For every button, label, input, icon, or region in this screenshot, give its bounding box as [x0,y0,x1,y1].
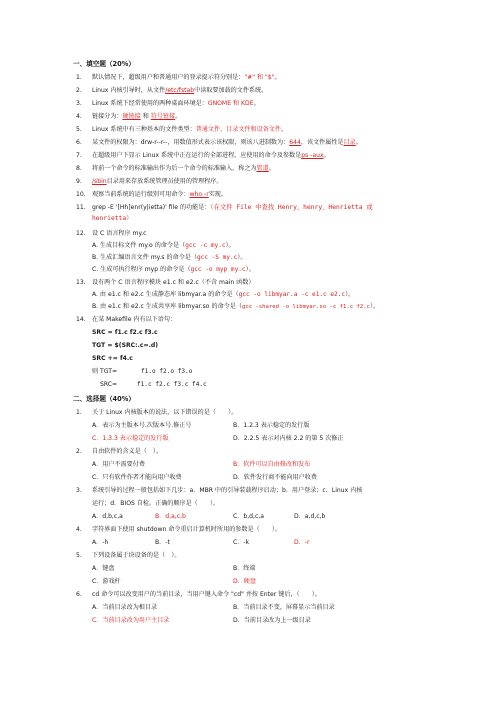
answer: f1.o f2.o f3.o [141,368,193,375]
answer: GNOME 和 KDE [207,100,254,107]
answer: （在文件 File 中查找 Henry、henry、Henrietta 或 [210,204,373,211]
makefile-line: TGT = $(SRC:.c=.d) [92,342,159,349]
answer: ps -aux [301,152,324,159]
option-12c: C. 生成可执行程序 myp 的命令是（gcc -o myp my.c）。 [92,266,255,273]
answer: 644 [289,139,301,146]
answer: gcc -o libmyar.a -c e1.c e2.c [238,291,346,298]
answer: 管道 [256,165,269,172]
answer: gcc -o myp my.c [190,266,246,273]
correct-option: B．软件可以自由修改和发布 [233,461,311,468]
answer: 普通文件、目录文件和设备文件 [195,126,281,133]
answer: f1.c f2.c f3.c f4.c [137,381,207,388]
section-1-title: 一、填空题（20%） [73,60,135,68]
makefile-result-src: SRC= f1.c f2.c f3.c f4.c [100,381,207,388]
correct-option: C．1.3.3 表示稳定的发行版 [92,435,169,442]
option-13b: B. 由 e1.c 和 e2.c 生成共享库 libmyar.so 的命令是（gcc -shared -o libmyar.so -c f1.c f2.c）。 [92,303,380,310]
option-12b: B. 生成汇编语言文件 my.s 的命令是（gcc -S my.c）。 [92,254,247,261]
correct-option: D．-r [294,539,310,546]
answer-continued: henrietta） [92,215,133,222]
section-2-title: 二、选择题（40%） [73,395,135,403]
correct-option: B．d,a,c,b [155,513,186,520]
answer: gcc -S my.c [196,254,238,261]
option-13a: A. 由 e1.c 和 e2.c 生成静态库 libmyar.a 的命令是（gcc -o libmyar.a -c e1.c e2.c）。 [92,291,355,298]
document-page: 一、填空题（20%） 1. 默认情况下，超级用户和普通用户的登录提示符分别是："#" 和 "$"。 2. Linux 内核引导时，从文件/etc/fstab中读取要加载的文件系统。 3. Linux 系统下经常使用的两种桌面环境是：GNOME 和 KDE。 4. 链接分为：硬链接 和 符号链接。 5. Linux 系统中有三种基本的文件类型：普通文件、目录文件和设备文件。 6. 某文件的权限为：drw-r--r--，用数值形式表示该权限，则该八进制数为：644，该文件属性是目录。 7. 在超级用户下显示 Linux 系统中正在运行的全部进程，应使用的命令及参数是ps -aux。 8. 将前一个命令的标准输出作为后一个命令的标准输入，称之为管道。 9. /sbin目录用来存放系统管理员使用的管理程序。 10. 观察当前系统的运行级别可用命令：who -r实现。 11. grep -E '[Hh]enr(y|ietta)' file 的功能是：（在文件 File 中查找 Henry、henry、Henrietta 或 henrietta） 12. 设 C 语言程序 my.c A. 生成目标文件 my.o 的命令是（gcc -c my.c）。 B. 生成汇编语言文件 my.s 的命令是（gcc -S my.c）。 C. 生成可执行程序 myp 的命令是（gcc -o myp my.c）。 13. 设有两个 C 语言程序模块 e1.c 和 e2.c（不含 main 函数） A. 由 e1.c 和 e2.c 生成静态库 libmyar.a 的命令是（gcc -o libmyar.a -c e1.c e2.c）。 B. 由 e1.c 和 e2.c 生成共享库 libmyar.so 的命令是（gcc -shared -o libmyar.so -c f1.c f2.c）。 14. 在某 Makefile 内有以下语句： SRC = f1.c f2.c f3.c TGT = $(SRC:.c=.d) SRC += f4.c 则 TGT= f1.o f2.o f3.o SRC= f1.c f2.c f3.c f4.c 二、选择题（40%） 1. 关于 Linux 内核版本的说法，以下错误的是（ ）。 A．表示为主版本号.次版本号.修正号 B．1.2.3 表示稳定的发行版 C．1.3.3 表示稳定的发行版 D．2.2.5 表示对内核 2.2 的第 5 次修正 2. 自由软件的含义是（ ）。 A．用户不需要付费 B．软件可以自由修改和发布 C．只有软件作者才能向用户收费 D．软件发行商不能向用户收费 3. 系统引导的过程一般包括如下几步：a．MBR 中的引导装载程序启动；b．用户登录；c．Linux 内核 运行；d．BIOS 自检。正确的顺序是（ ）。 A．d,b,c,a B．d,a,c,b C．b,d,c,a D．a,d,c,b 4. 字符界面下使用 shutdown 命令重启计算机时所用的参数是（ ）。 A．-h B．-t C．-k D．-r 5. 下列设备属于块设备的是（ ）。 A．键盘 B．终端 C．游戏杆 D．硬盘 6. cd 命令可以改变用户的当前目录，当用户键入命令 "cd" 并按 Enter 键后，（ ）。 A．当前目录改为根目录 B．当前目录不变，屏幕显示当前目录 C．当前目录改为用户主目录 D．当前目录改为上一级目录 [73,60,380,624]
makefile-line: SRC += f4.c [92,355,133,362]
answer: "#" 和 "$" [244,74,275,81]
makefile-result-tgt: 则 TGT= f1.o f2.o f3.o [92,368,193,375]
option-12a: A. 生成目标文件 my.o 的命令是（gcc -c my.c）。 [92,242,235,249]
answer: gcc -shared -o libmyar.so -c f1.c f2.c [241,304,370,310]
answer: /etc/fstab [165,87,195,94]
answer: 目录 [343,139,356,146]
answer: 硬链接 [122,113,141,120]
makefile-line: SRC = f1.c f2.c f3.c [92,329,158,336]
answer: 符号链接 [150,113,176,120]
answer: gcc -c my.c [185,242,226,249]
correct-option: D．硬盘 [233,578,256,585]
answer: who -r [189,191,209,198]
choice-question-3-cont: 运行；d．BIOS 自检。正确的顺序是（ ）。 [92,500,220,507]
answer: /sbin [92,178,107,185]
correct-option: C．当前目录改为用户主目录 [92,617,170,624]
